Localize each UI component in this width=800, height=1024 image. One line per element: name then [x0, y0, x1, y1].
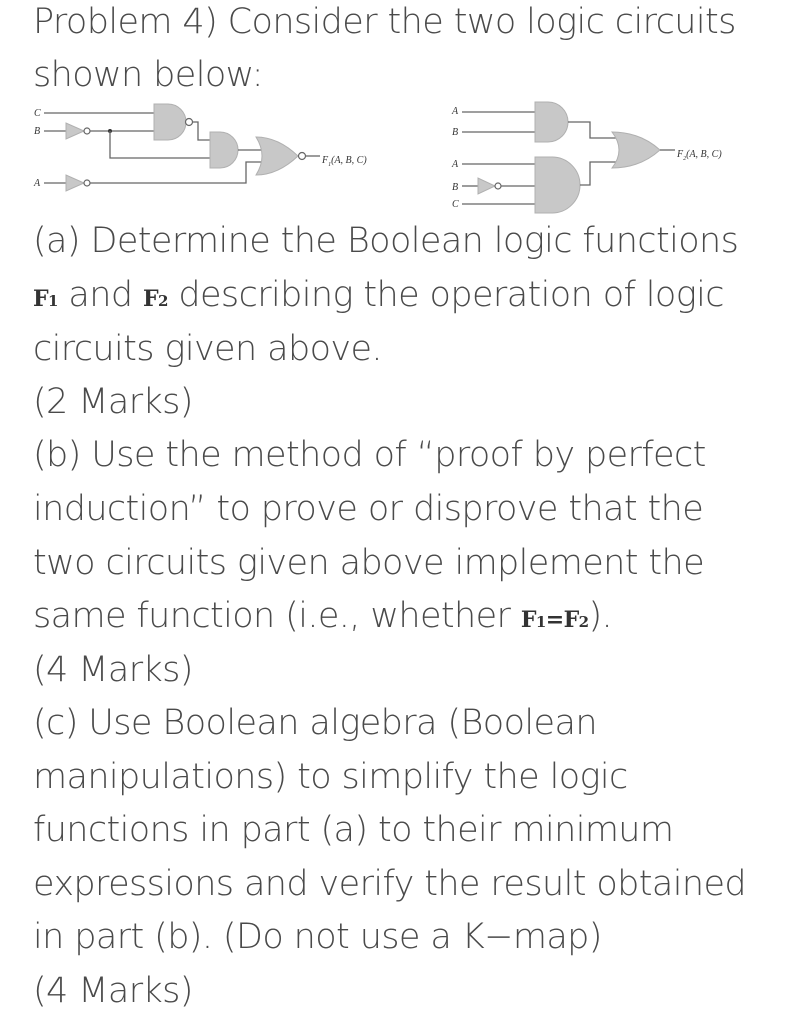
- nor-gate: [256, 137, 298, 175]
- nand-gate-1-bubble: [186, 119, 193, 126]
- part-b-line-4-post: ).: [588, 596, 613, 636]
- circuit2-output-label: $F_2(A$, B, C): [677, 149, 722, 162]
- part-c-marks: (4 Marks): [33, 971, 193, 1011]
- f1-symbol: F: [33, 286, 49, 312]
- problem-title-line-2: shown below:: [33, 55, 263, 95]
- part-c-line-1: (c) Use Boolean algebra (Boolean: [33, 703, 597, 743]
- not-gate-a-bubble: [84, 180, 90, 186]
- eq-sign: =: [545, 607, 564, 633]
- circuit2-input-b1: B: [452, 127, 459, 138]
- circuit2-input-a1: A: [452, 106, 459, 117]
- not-gate-b-bubble: [84, 128, 90, 134]
- eq-f2-subscript: 2: [578, 613, 589, 631]
- and-gate-2: [210, 132, 238, 168]
- circuit1-input-a: A: [34, 178, 41, 189]
- f2-subscript: 2: [158, 292, 168, 310]
- not-gate-a: [66, 175, 84, 191]
- not-gate-b: [66, 123, 84, 139]
- eq-f1-subscript: 1: [535, 613, 546, 631]
- f2-symbol: F: [142, 286, 159, 312]
- or-gate: [612, 132, 660, 168]
- f1-subscript: 1: [48, 292, 58, 310]
- part-b-line-4: [33, 594, 612, 644]
- part-b-line-1: (b) Use the method of “proof by perfect: [33, 435, 706, 475]
- part-a-line-2: [33, 273, 724, 323]
- part-a-line-2-rest: describing the operation of logic: [167, 275, 724, 315]
- circuit1-input-b: B: [34, 126, 41, 137]
- part-c-line-3: functions in part (a) to their minimum: [33, 810, 674, 850]
- part-b-marks: (4 Marks): [33, 650, 193, 690]
- problem-title-line-1: Problem 4) Consider the two logic circuits: [33, 2, 736, 42]
- circuit2-input-c: C: [452, 199, 459, 210]
- part-c-line-2: manipulations) to simplify the logic: [33, 757, 628, 797]
- eq-f2-symbol: F: [563, 607, 579, 633]
- part-b-line-4-pre: same function (i.e., whether: [33, 596, 521, 636]
- and-gate-3-input: [535, 157, 580, 213]
- circuit1-input-c: C: [34, 108, 41, 119]
- not-gate-b2-bubble: [495, 183, 501, 189]
- part-a-marks: (2 Marks): [33, 382, 193, 422]
- part-b-line-3: two circuits given above implement the: [33, 543, 705, 583]
- part-b-line-2: induction” to prove or disprove that the: [33, 489, 704, 529]
- circuit2-input-b2: B: [452, 182, 459, 193]
- eq-f1-symbol: F: [520, 607, 536, 633]
- circuit2-input-a2: A: [452, 159, 459, 170]
- not-gate-b2: [478, 178, 495, 194]
- part-c-line-4: expressions and verify the result obtained: [33, 864, 746, 904]
- part-a-line-3: circuits given above.: [33, 329, 382, 369]
- logic-circuit-1: [28, 100, 408, 210]
- part-c-line-5: in part (b). (Do not use a K−map): [33, 917, 602, 957]
- and-text: and: [57, 275, 143, 315]
- part-a-line-1: (a) Determine the Boolean logic functions: [33, 221, 739, 261]
- logic-circuit-2: [440, 100, 780, 215]
- nand-gate-1: [154, 104, 186, 140]
- nor-gate-bubble: [299, 153, 306, 160]
- and-gate-ab: [535, 102, 568, 142]
- circuit1-output-label: $F_1(A$, B, C): [322, 155, 367, 168]
